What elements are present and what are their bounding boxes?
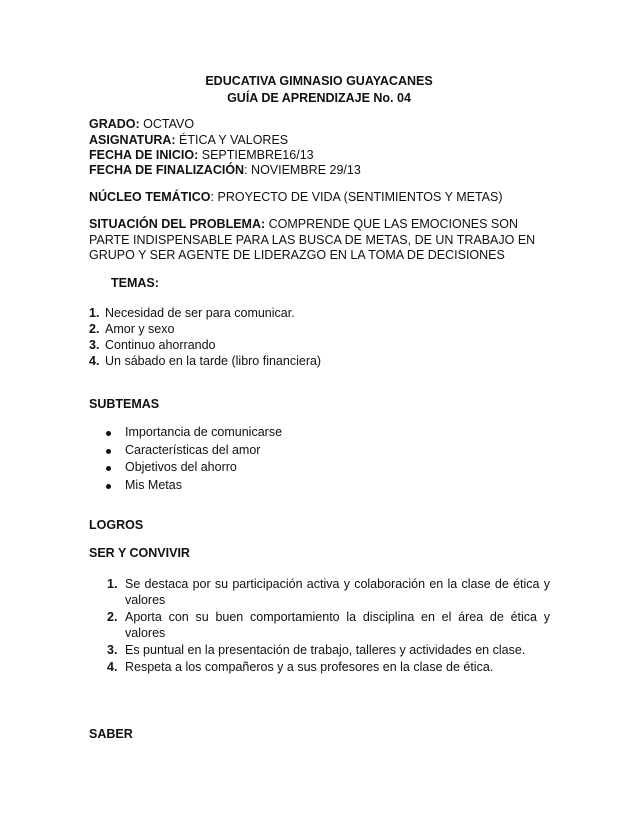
situacion-line-3: GRUPO Y SER AGENTE DE LIDERAZGO EN LA TOMA DE DECISIONES bbox=[89, 248, 505, 262]
fecha-fin-label: FECHA DE FINALIZACIÓN bbox=[89, 163, 245, 177]
bullet-icon bbox=[106, 431, 111, 436]
list-item: Mis Metas bbox=[125, 478, 182, 492]
list-number: 4. bbox=[107, 660, 118, 674]
list-item: 3. Continuo ahorrando bbox=[89, 338, 216, 352]
ser-convivir-heading: SER Y CONVIVIR bbox=[89, 546, 190, 560]
bullet-icon bbox=[106, 449, 111, 454]
saber-heading: SABER bbox=[89, 727, 133, 741]
fecha-fin-value: : NOVIEMBRE 29/13 bbox=[244, 163, 361, 177]
situacion-label: SITUACIÓN DEL PROBLEMA: bbox=[89, 217, 266, 231]
asignatura-label: ASIGNATURA: bbox=[89, 133, 176, 147]
asignatura-line bbox=[89, 133, 288, 147]
list-item: Aporta con su buen comportamiento la disciplina en el área de ética y bbox=[125, 610, 550, 624]
fecha-inicio-line bbox=[89, 148, 314, 162]
school-title: EDUCATIVA GIMNASIO GUAYACANES bbox=[205, 74, 433, 88]
asignatura-value: ÉTICA Y VALORES bbox=[175, 133, 289, 147]
guide-title: GUÍA DE APRENDIZAJE No. 04 bbox=[227, 91, 411, 105]
list-item: Objetivos del ahorro bbox=[125, 460, 237, 474]
list-number: 2. bbox=[107, 610, 118, 624]
list-item: Respeta a los compañeros y a sus profesores en la clase de ética. bbox=[125, 660, 494, 674]
bullet-icon bbox=[106, 484, 111, 489]
subtemas-heading: SUBTEMAS bbox=[89, 397, 160, 411]
list-item-continuation: valores bbox=[125, 593, 166, 607]
grado-label: GRADO: bbox=[89, 117, 140, 131]
nucleo-label: NÚCLEO TEMÁTICO bbox=[89, 190, 211, 204]
list-number: 1. bbox=[107, 577, 118, 591]
situacion-line-1: SITUACIÓN DEL PROBLEMA: COMPRENDE QUE LAS EMOCIONES SON bbox=[89, 217, 518, 231]
list-item: Importancia de comunicarse bbox=[125, 425, 283, 439]
situacion-line-2: PARTE INDISPENSABLE PARA LAS BUSCA DE METAS, DE UN TRABAJO EN bbox=[89, 233, 536, 247]
logros-heading: LOGROS bbox=[89, 518, 144, 532]
list-item: 4. Un sábado en la tarde (libro financiera) bbox=[89, 354, 322, 368]
fecha-fin-line bbox=[89, 163, 361, 177]
temas-heading: TEMAS: bbox=[111, 276, 159, 290]
list-item: 2. Amor y sexo bbox=[89, 322, 175, 336]
nucleo-value: : PROYECTO DE VIDA (SENTIMIENTOS Y METAS) bbox=[210, 190, 503, 204]
list-item-continuation: valores bbox=[125, 626, 166, 640]
grado-value: OCTAVO bbox=[139, 117, 195, 131]
nucleo-line bbox=[89, 190, 503, 204]
grado-line bbox=[89, 117, 194, 131]
bullet-icon bbox=[106, 466, 111, 471]
fecha-inicio-value: SEPTIEMBRE16/13 bbox=[198, 148, 314, 162]
list-number: 3. bbox=[107, 643, 118, 657]
list-item: Se destaca por su participación activa y colaboración en la clase de ética y bbox=[125, 577, 550, 591]
fecha-inicio-label: FECHA DE INICIO: bbox=[89, 148, 199, 162]
list-item: Características del amor bbox=[125, 443, 261, 457]
list-item: 1. Necesidad de ser para comunicar. bbox=[89, 306, 295, 320]
list-item: Es puntual en la presentación de trabajo, talleres y actividades en clase. bbox=[125, 643, 526, 657]
